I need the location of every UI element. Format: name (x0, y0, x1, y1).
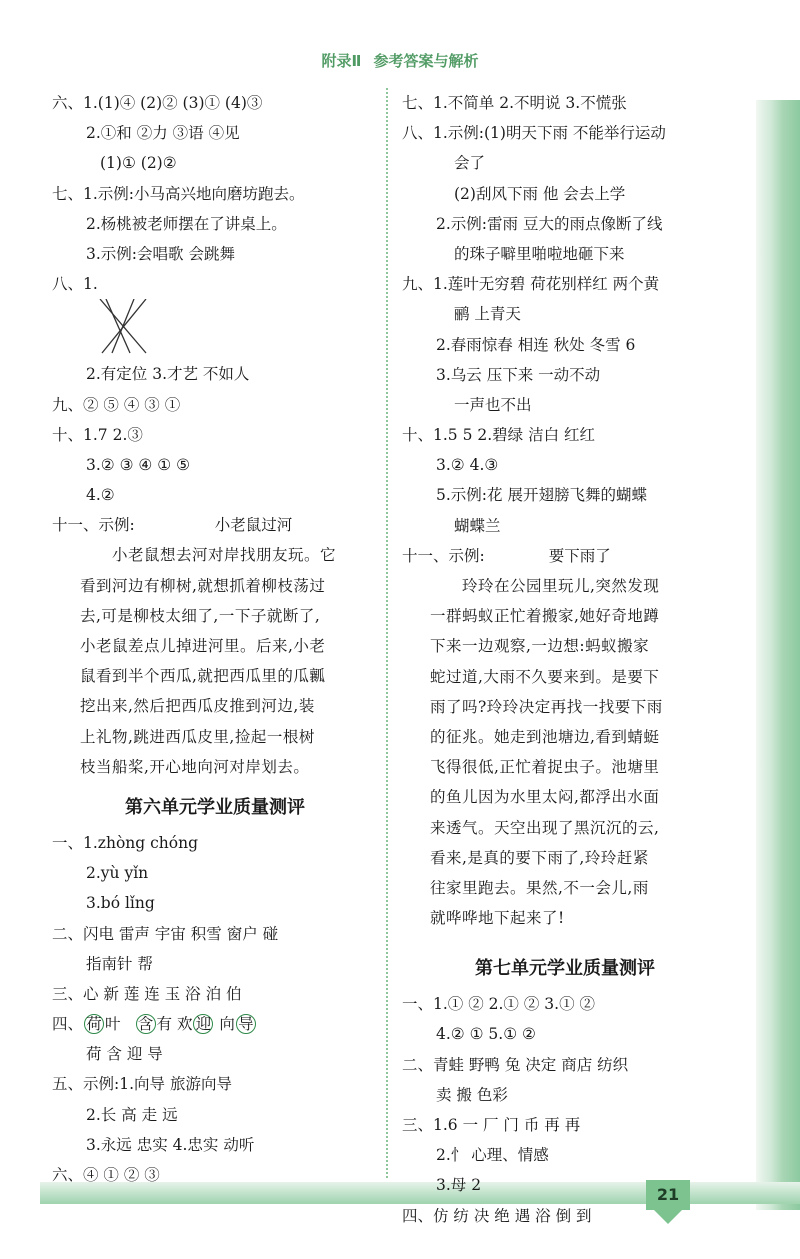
circled-char: 导 (236, 1014, 256, 1034)
page-number: 21 (646, 1180, 690, 1210)
essay-title-line (52, 510, 378, 540)
answer-line: 二、闪电 雷声 宇宙 积雪 窗户 碰 (52, 924, 279, 943)
answer-line: 的珠子噼里啪啦地砸下来 (454, 244, 625, 263)
answer-line: 六、④ ① ② ③ (52, 1166, 160, 1184)
circled-char: 含 (136, 1014, 156, 1034)
answer-line: 一、1.① ② 2.① ② 3.① ② (402, 995, 596, 1014)
header-title: 参考答案与解析 (373, 52, 479, 70)
answer-line: 六、1.(1)④ (2)② (3)① (4)③ (52, 94, 263, 112)
answer-text: 叶 (105, 1015, 121, 1034)
answer-line: 2.忄 心理、情感 (436, 1146, 549, 1165)
answer-line: 会了 (454, 154, 486, 173)
answer-line: 十、1.5 5 2.碧绿 洁白 红红 (402, 426, 596, 445)
answer-line: 2.春雨惊春 相连 秋处 冬雪 6 (436, 335, 636, 354)
essay-line: 去,可是柳枝太细了,一下子就断了, (80, 606, 321, 625)
left-column (52, 88, 378, 1190)
answer-line: 荷 含 迎 导 (86, 1045, 163, 1064)
answer-line: (2)刮风下雨 他 会去上学 (454, 184, 626, 203)
essay-line: 的鱼儿因为水里太闷,都浮出水面 (430, 788, 660, 807)
answer-text: 有 欢 (156, 1015, 193, 1034)
essay-line: 小老鼠想去河对岸找朋友玩。它 (112, 546, 337, 565)
matching-lines-diagram (52, 299, 378, 359)
answer-line: (1)① (2)② (100, 154, 177, 173)
answer-line: 4.② ① 5.① ② (436, 1025, 536, 1044)
answer-line: 四、仿 纺 决 绝 遇 浴 倒 到 (402, 1206, 592, 1225)
answer-line: 十、1.7 2.③ (52, 425, 143, 444)
answer-line: 九、1.莲叶无穷碧 荷花别样红 两个黄 (402, 275, 660, 294)
answer-line: 3.乌云 压下来 一动不动 (436, 365, 601, 384)
essay-line: 看到河边有柳树,就想抓着柳枝荡过 (80, 576, 326, 595)
essay-line: 一群蚂蚁正忙着搬家,她好奇地蹲 (430, 607, 660, 626)
answer-line: 5.示例:花 展开翅膀飞舞的蝴蝶 (436, 486, 647, 505)
essay-line: 往家里跑去。果然,不一会儿,雨 (430, 878, 649, 897)
circled-char: 迎 (193, 1014, 213, 1034)
answer-line: 3.bó lǐng (86, 894, 155, 913)
answer-line-circled (52, 1009, 378, 1039)
answer-line: 二、青蛙 野鸭 兔 决定 商店 纺织 (402, 1055, 629, 1074)
answer-line: 2.示例:雷雨 豆大的雨点像断了线 (436, 214, 663, 233)
answer-line: 3.示例:会唱歌 会跳舞 (86, 244, 235, 263)
answer-line: 三、1.6 一 厂 门 币 再 再 (402, 1116, 581, 1134)
answer-line: 2.①和 ②力 ③语 ④见 (86, 124, 240, 143)
essay-line: 小老鼠差点儿掉进河里。后来,小老 (80, 637, 326, 655)
answer-line: 2.长 高 走 远 (86, 1105, 178, 1124)
essay-line: 上礼物,跳进西瓜皮里,捡起一根树 (80, 727, 315, 746)
section-heading: 第七单元学业质量测评 (475, 958, 655, 980)
header-appendix: 附录Ⅱ (321, 52, 362, 70)
answer-line: 3.母 2 (436, 1176, 482, 1195)
answer-line: 蝴蝶兰 (454, 516, 501, 535)
answer-line: 七、1.不简单 2.不明说 3.不慌张 (402, 94, 627, 112)
essay-line: 枝当船桨,开心地向河对岸划去。 (80, 757, 310, 776)
section-heading: 第六单元学业质量测评 (125, 796, 305, 818)
essay-line: 来透气。天空出现了黑沉沉的云, (430, 818, 660, 837)
answer-line: 4.② (86, 486, 115, 505)
answer-line: 鹂 上青天 (454, 305, 521, 324)
answer-line: 3.永远 忠实 4.忠实 动听 (86, 1135, 255, 1154)
answer-line: 八、1.示例:(1)明天下雨 不能举行运动 (402, 124, 666, 143)
essay-label: 十一、示例: (402, 546, 485, 565)
answer-line: 卖 搬 色彩 (436, 1085, 508, 1104)
essay-line: 玲玲在公园里玩儿,突然发现 (462, 577, 660, 595)
answer-line: 三、心 新 莲 连 玉 浴 泊 伯 (52, 984, 242, 1003)
essay-line: 的征兆。她走到池塘边,看到蜻蜓 (430, 727, 660, 746)
answer-line: 3.② 4.③ (436, 456, 499, 475)
answer-line: 五、示例:1.向导 旅游向导 (52, 1075, 232, 1094)
answer-line: 八、1. (52, 275, 98, 294)
essay-line: 鼠看到半个西瓜,就把西瓜里的瓜瓤 (80, 667, 326, 686)
essay-title: 小老鼠过河 (214, 516, 293, 535)
essay-line: 飞得很低,正忙着捉虫子。池塘里 (430, 758, 660, 777)
essay-line: 就哗哗地下起来了! (430, 909, 565, 928)
answer-line: 2.yù yǐn (86, 864, 149, 883)
answer-line: 一声也不出 (454, 395, 532, 414)
item-label: 四、 (52, 1015, 84, 1034)
answer-text: 向 (214, 1015, 235, 1034)
answer-line: 2.有定位 3.才艺 不如人 (86, 365, 250, 384)
essay-label: 十一、示例: (52, 516, 135, 535)
answer-line: 2.杨桃被老师摆在了讲桌上。 (86, 214, 287, 233)
right-column (402, 88, 728, 1231)
essay-line: 看来,是真的要下雨了,玲玲赶紧 (430, 848, 649, 867)
answer-line: 3.② ③ ④ ① ⑤ (86, 455, 190, 474)
answer-line: 七、1.示例:小马高兴地向磨坊跑去。 (52, 184, 305, 203)
page-header (0, 50, 800, 71)
essay-line: 雨了吗?玲玲决定再找一找要下雨 (430, 697, 663, 716)
essay-title: 要下雨了 (548, 546, 611, 565)
answer-line: 九、② ⑤ ④ ③ ① (52, 395, 181, 414)
answer-line: 一、1.zhòng chóng (52, 833, 199, 852)
essay-line: 蛇过道,大雨不久要来到。是要下 (430, 667, 660, 686)
essay-line: 下来一边观察,一边想:蚂蚁搬家 (430, 637, 650, 656)
answer-line: 指南针 帮 (86, 954, 153, 973)
essay-title-line (402, 541, 728, 571)
page-edge-decoration (756, 100, 800, 1210)
essay-line: 挖出来,然后把西瓜皮推到河边,装 (80, 697, 315, 716)
column-divider (386, 88, 388, 1178)
page-number-tab (654, 1210, 682, 1224)
circled-char: 荷 (84, 1014, 104, 1034)
